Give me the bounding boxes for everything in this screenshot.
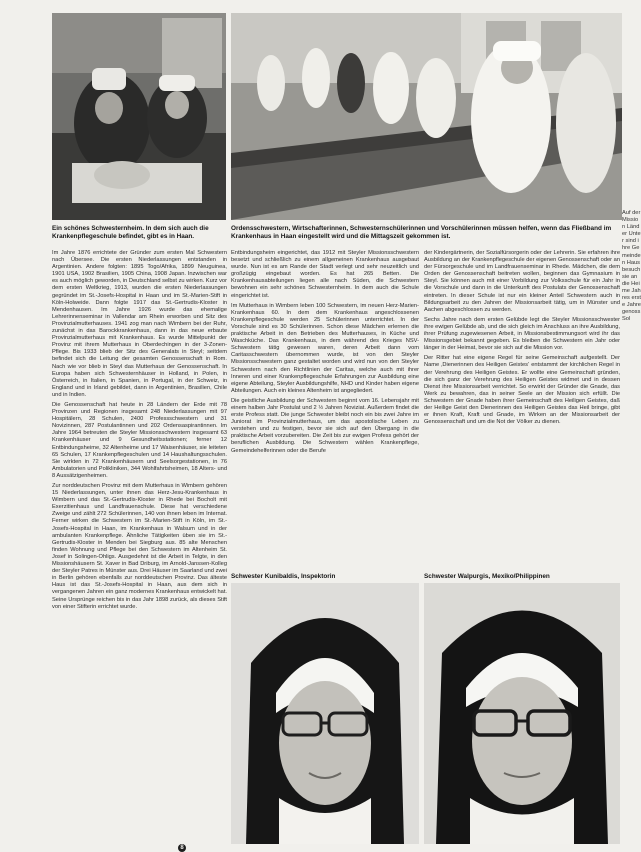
column-3-paragraph-3: Der Ritter hat eine eigene Regel für seine Gemeinschaft aufgestellt. Der Name ‚Dienerinnen des Heiligen Geistes‘ entstammt der kirchlichen Regel in der Verehrung des Heiligen Geistes. Er wollte eine Gemeinschaft gründen, die sich ganz der Verehrung des Heiligen Geistes widmet und in dessen Dienst ihre Missionsarbeit verrichtet. So erwirkt der Gründer die Gnade, das Werk zu bewahren, das in seiner Seele an der Mission sich erfüllt. Die Schwestern der Gnade haben ihrer Gemeinschaft des Heiligen Geistes, daß der Heilige Geist den Dienerinnen des Heiligen Geistes das Heil bringe, gibt er ihnen Kraft, Kraft und Gnade, im Wirken an der Missionsarbeit der Genossenschaft und um die Not der Völker zu dienen. bbox=[424, 355, 620, 426]
photo-left-caption: Ein schönes Schwesternheim. In dem sich auch die Krankenpflegeschule befindet, gibt es in Haan. bbox=[52, 225, 209, 240]
column-1-paragraph-2: Die Genossenschaft hat heute in 28 Ländern der Erde mit 78 Provinzen und Regionen insgesamt 248 Niederlassungen mit 97 Hospitälern, 28 Schulen, 2400 Professschwestern und 31 Novizinnen, 287 Postulantinnen und 202 Ordensaspirantinnen. Im Jahre 1964 betreuten die Steyler Missionsschwestern insgesamt 63 Krankenhäuser und 9 Gesundheitsstationen; ferner 12 Entbindungsheime, 32 Altenheime und 17 Waisenhäuser, sie leiteten 65 Schulen, 17 Krankenpflegeschulen und 14 Haushaltungsschulen. Sie wirkten in 72 Krankenhäusern und Seelsorgestationen, in 76 Ambulatorien und Polikliniken, 344 Wohlfahrtsheimen, 18 Alters- und 8 Aussätzigenheimen. bbox=[52, 401, 227, 479]
article-column-1 bbox=[52, 250, 227, 844]
column-1-paragraph-3: Zur norddeutschen Provinz mit dem Mutterhaus in Wimbern gehören 15 Niederlassungen, unter ihnen das Herz-Jesu-Krankenhaus in Wimbern und das St.-Gertrudis-Kloster in Rhede bei Bocholt mit Exerzitienhaus und Landfrauenschule. Diese hat verschiedene Zweige und zählt 272 Schülerinnen, 140 von ihnen leben im Internat. Ferner wirken die Schwestern im St.-Marien-Stift in Köln, im St.-Josefs-Hospital in Haan, im Krankenhaus in Walsum und in der ambulanten Krankenpflege. Ähnliche Tätigkeiten üben sie im St.-Gertrudis-Kloster in Menden bei Siegburg aus. 85 alte Menschen finden Wohnung und Pflege bei den Schwestern im Altenheim St. Josef in Solingen-Ohligs. Ausgedehnt ist die Arbeit in Telgte, in den Missionshäusern St. Xaver in Bad Driburg, im Arnold-Janssen-Kolleg der Steyler Patres in Münster aus. Drei Häuser im Saarland und zwei in Berlin gehören ebenfalls zur norddeutschen Provinz. Das älteste Haus ist das St.-Josefs-Hospital in Haan, aus dem sich in vergangenen Jahren ein ganz modernes Krankenhaus entwickelt hat. Seine Ursprünge reichen bis in das Jahr 1898 zurück, als dieses Stift von einer Stifterin errichtet wurde. bbox=[52, 483, 227, 610]
photo-assembly-line-kitchen bbox=[231, 13, 622, 220]
column-3-paragraph-1: der Kindergärtnerin, der Sozialfürsorgerin oder der Lehrerin. Sie erfahren ihre Ausbildung an der Krankenpflegeschule der eigenen Genossenschaft oder an der Fürsorgeschule und im Landfrauenseminar in Rhede. Mädchen, die dem Orden der Genossenschaft beitreten wollen, beginnen das Gymnasium in Steyl. Sie können auch mit einer Vorbildung zur Volksschule für ein Jahr in die Vorschule und dann in die Unterkunft des Postulats der Genossenschaft eintreten. In dieser Schule ist nur ein kleiner Anteil Schwestern auch in Bildungsarbeit zu den Jahren der Missionsarbeit tätig, um in Münster und Aachen abgeschlossen zu werden. bbox=[424, 250, 620, 313]
portrait-left-caption: Schwester Kunibaldis, Inspektorin bbox=[231, 573, 336, 580]
article-column-2 bbox=[231, 250, 419, 568]
page-number: 8 bbox=[178, 844, 186, 852]
portrait-right-caption: Schwester Walpurgis, Mexiko/Philippinen bbox=[424, 573, 550, 580]
column-1-paragraph-1: Im Jahre 1876 errichtete der Gründer zum ersten Mal Schwestern nach Übersee. Die ersten Niederlassungen entstanden in Argentinien. Andere folgten: 1895 Togo/Afrika, 1899 Neuguinea, 1901 USA, 1902 Brasilien, 1905 China, 1908 Japan. Inzwischen war es auch möglich geworden, in Deutschland selbst zu wirken. Kurz vor dem ersten Weltkrieg, 1913, wurden die ersten Niederlassungen gegründet im St.-Josefs-Hospital in Haan und im St.-Marien-Stift in Köln-Holweide. Dann folgte 1917 das St.-Gertrudis-Kloster in Mendenhausen. Im Jahre 1926 wurde das ehemalige Lehrerinnenseminar in Vallendar am Rhein erworben und Sitz des Provinzialmutterhauses. 1941 zog man nach Wimbern bei der Ruhr, zunächst in das Barockkrankenhaus, dann in das neue erbaute Provinzialmutterhaus mit Krankenhaus. Es wurde Mittelpunkt der Provinz mit ihrem Mutterhaus in Oberdechingen in der 3-Zonen-Pflege. Bis 1933 blieb der Sitz des Generalats in Steyl; seitdem befindet sich die Leitung der gesamten Genossenschaft in Rom. Nach wie vor blieb in Steyl das Mutterhaus der Genossenschaft. In Europa haben sich Schwesternhäuser in Holland, in Polen, in Österreich, in Italien, in Spanien, in Portugal, in der Schweiz, in England und in Irland gebildet, dann in Argentinien, Brasilien, Chile und in Indien. bbox=[52, 250, 227, 398]
article-column-3 bbox=[424, 250, 620, 568]
photo-nuns-caring-patient bbox=[52, 13, 226, 220]
adjacent-page-column-fragment: Auf der Mission Länder Unter sind ihre Gemeinden Hausbesuch sie an die Heime Jahres erste Jahre genoss Sol bbox=[622, 210, 641, 323]
portrait-sister-walpurgis bbox=[424, 583, 620, 844]
portrait-sister-kunibaldis bbox=[231, 583, 419, 844]
column-2-paragraph-2: Im Mutterhaus in Wimbern leben 100 Schwestern, im neuen Herz-Marien-Krankenhaus 60. In dem dem Krankenhaus angeschlossenen Krankenpflegeschule werden 25 Schülerinnen unterrichtet. In der Vorschule sind es 30 Schülerinnen. Schon diese Mädchen erlernen die praktische Arbeit in den Betrieben des Mutterhauses, in Küche und Waschküche. Das Krankenhaus, in dem während des Krieges NSV-Schwestern tätig gewesen waren, deren Arbeit dann vom Caritasschwestern übernommen wurde, ist von den Steyler Missionsschwestern ganz gestaltet worden und wird nun von den Steyler Schwestern nach den Richtlinien der Caritas, welche auch mit ihrer Inneren und einer Krankenpflegeschule Erfahrungen zur Ausbildung eine eigene Abteilung, Steyler Ausbildungshilfe, NHD und Kinder haben eigene Abteilungen. Auch ein kleines Altenheim ist angegliedert. bbox=[231, 302, 419, 394]
column-2-paragraph-1: Entbindungsheim eingerichtet, das 1912 mit Steyler Missionsschwestern besetzt und schließlich zu einem allgemeinen Krankenhaus ausgebaut wurde. Nun ist es am Rande der Stadt verlegt und sehr neuzeitlich und großzügig eingebaut worden. Es hat 265 Betten. Die Krankenhausabteilungen liegen alle nach Süden, die Schwestern bewohnen ein sehr schönes Schwesternheim. In dem auch die Schule eingerichtet ist. bbox=[231, 250, 419, 299]
photo-right-caption: Ordensschwestern, Wirtschafterinnen, Schwesternschülerinnen und Vorschülerinnen müssen helfen, wenn das Fließband im Krankenhaus in Haan eingestellt wird und die Mittagszeit gekommen ist. bbox=[231, 225, 612, 240]
column-2-paragraph-3: Die geistliche Ausbildung der Schwestern beginnt vom 16. Lebensjahr mit einem halben Jahr Postulat und 2 ½ Jahren Noviziat. Außerdem findet die erste Profess statt. Die junge Schwester bleibt noch ein bis zwei Jahre im Juniorat im Provinzialmutterhaus, um das apostolische Leben zu verstehen und zu festigen, bevor sie sich auf den Übergang in die praktische Arbeit vorzubereiten. Die Zeit bis zur ewigen Profess gehört der beruflichen Ausbildung. Die Schwestern wählen Krankenpflege, Gemeindehelferinnen oder die Berufe bbox=[231, 397, 419, 454]
column-3-paragraph-2: Sechs Jahre nach dem ersten Gelübde legt die Steyler Missionsschwester ihre ewigen Gelübde ab, und die sich gleich im Anschluss an ihre Ausbildung, ihrer Prüfung zugewiesenen Arbeit, in Missionsbestimmungsort wird ihr das Missionsgebiet bekannt gegeben. Es bleiben die Schwestern ein Jahr oder länger in der Heimat, bevor sie sich auf die Mission vor. bbox=[424, 316, 620, 352]
